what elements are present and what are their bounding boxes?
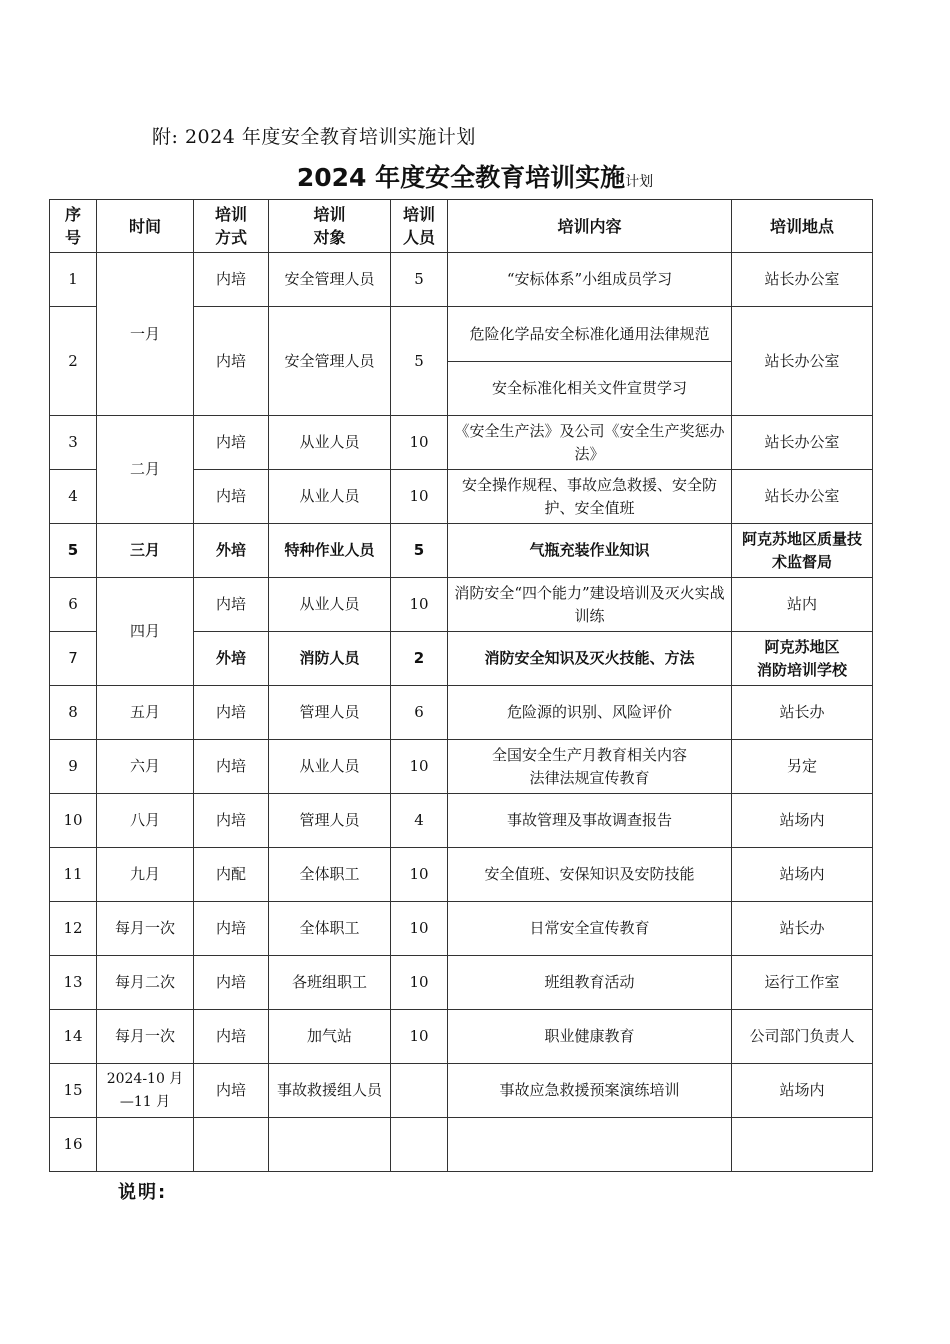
cell-method: 内培 [194, 740, 269, 794]
table-row [50, 848, 873, 902]
cell-no: 5 [50, 524, 97, 578]
cell-place: 阿克苏地区 消防培训学校 [732, 632, 873, 686]
cell-method [194, 1118, 269, 1172]
title-small: 计划 [625, 174, 654, 190]
cell-content: 危险化学品安全标准化通用法律规范 [448, 307, 732, 362]
header-count: 培训 人员 [391, 200, 448, 253]
cell-target: 全体职工 [269, 848, 391, 902]
cell-target: 特种作业人员 [269, 524, 391, 578]
cell-content: 安全操作规程、事故应急救援、安全防护、安全值班 [448, 470, 732, 524]
cell-place: 站长办公室 [732, 416, 873, 470]
cell-content-2: 安全标准化相关文件宣贯学习 [448, 362, 732, 416]
cell-target: 管理人员 [269, 794, 391, 848]
cell-count [391, 1118, 448, 1172]
cell-place: 站长办 [732, 902, 873, 956]
header-content: 培训内容 [448, 200, 732, 253]
table-header-row [50, 200, 873, 253]
cell-month: 每月二次 [97, 956, 194, 1010]
cell-place: 站长办公室 [732, 470, 873, 524]
table-row [50, 1118, 873, 1172]
cell-place: 站场内 [732, 1064, 873, 1118]
cell-target: 事故救援组人员 [269, 1064, 391, 1118]
cell-method: 内培 [194, 902, 269, 956]
cell-count: 10 [391, 416, 448, 470]
cell-method: 内培 [194, 470, 269, 524]
note-label: 说明: [118, 1182, 168, 1203]
cell-month: 二月 [97, 416, 194, 524]
cell-no: 12 [50, 902, 97, 956]
cell-place: 站长办公室 [732, 307, 873, 416]
cell-count: 10 [391, 902, 448, 956]
cell-place: 站内 [732, 578, 873, 632]
cell-count: 10 [391, 740, 448, 794]
cell-count: 5 [391, 524, 448, 578]
cell-method: 内培 [194, 956, 269, 1010]
cell-place: 站场内 [732, 848, 873, 902]
title-main: 2024 年度安全教育培训实施 [296, 163, 626, 192]
cell-target: 加气站 [269, 1010, 391, 1064]
cell-month: 四月 [97, 578, 194, 686]
cell-no: 15 [50, 1064, 97, 1118]
table-row [50, 956, 873, 1010]
cell-method: 内配 [194, 848, 269, 902]
cell-no: 16 [50, 1118, 97, 1172]
cell-no: 7 [50, 632, 97, 686]
cell-content: 《安全生产法》及公司《安全生产奖惩办法》 [448, 416, 732, 470]
table-row [50, 902, 873, 956]
table-row [50, 794, 873, 848]
cell-method: 内培 [194, 1010, 269, 1064]
cell-month: 2024-10 月 —11 月 [97, 1064, 194, 1118]
cell-month: 九月 [97, 848, 194, 902]
attachment-line: 附: 2024 年度安全教育培训实施计划 [152, 126, 476, 148]
cell-count: 5 [391, 307, 448, 416]
cell-no: 11 [50, 848, 97, 902]
cell-count: 10 [391, 578, 448, 632]
cell-no: 8 [50, 686, 97, 740]
cell-month: 六月 [97, 740, 194, 794]
cell-target: 消防人员 [269, 632, 391, 686]
cell-month: 八月 [97, 794, 194, 848]
cell-target: 安全管理人员 [269, 253, 391, 307]
cell-count: 10 [391, 470, 448, 524]
cell-target [269, 1118, 391, 1172]
cell-place: 站长办公室 [732, 253, 873, 307]
cell-count: 2 [391, 632, 448, 686]
table-row [50, 1010, 873, 1064]
cell-no: 2 [50, 307, 97, 416]
cell-target: 安全管理人员 [269, 307, 391, 416]
table-row [50, 253, 873, 307]
table-row [50, 416, 873, 470]
cell-count: 6 [391, 686, 448, 740]
cell-count: 10 [391, 956, 448, 1010]
header-method: 培训 方式 [194, 200, 269, 253]
cell-content: 全国安全生产月教育相关内容 法律法规宣传教育 [448, 740, 732, 794]
cell-place: 运行工作室 [732, 956, 873, 1010]
cell-method: 内培 [194, 253, 269, 307]
cell-method: 外培 [194, 524, 269, 578]
cell-count [391, 1064, 448, 1118]
header-place: 培训地点 [732, 200, 873, 253]
cell-count: 5 [391, 253, 448, 307]
cell-target: 从业人员 [269, 416, 391, 470]
cell-target: 从业人员 [269, 470, 391, 524]
cell-place: 站长办 [732, 686, 873, 740]
cell-place: 另定 [732, 740, 873, 794]
cell-method: 内培 [194, 578, 269, 632]
cell-content: 危险源的识别、风险评价 [448, 686, 732, 740]
cell-month: 每月一次 [97, 1010, 194, 1064]
cell-no: 13 [50, 956, 97, 1010]
cell-target: 管理人员 [269, 686, 391, 740]
cell-no: 10 [50, 794, 97, 848]
cell-content: 事故应急救援预案演练培训 [448, 1064, 732, 1118]
cell-month: 每月一次 [97, 902, 194, 956]
table-row [50, 686, 873, 740]
header-time: 时间 [97, 200, 194, 253]
cell-target: 从业人员 [269, 740, 391, 794]
header-no: 序 号 [50, 200, 97, 253]
cell-month [97, 1118, 194, 1172]
cell-count: 4 [391, 794, 448, 848]
cell-method: 内培 [194, 416, 269, 470]
cell-no: 3 [50, 416, 97, 470]
cell-method: 外培 [194, 632, 269, 686]
cell-no: 14 [50, 1010, 97, 1064]
cell-content: “安标体系”小组成员学习 [448, 253, 732, 307]
cell-month: 五月 [97, 686, 194, 740]
cell-method: 内培 [194, 1064, 269, 1118]
table-row [50, 524, 873, 578]
cell-no: 6 [50, 578, 97, 632]
cell-content [448, 1118, 732, 1172]
table-row [50, 578, 873, 632]
cell-content: 消防安全“四个能力”建设培训及灭火实战训练 [448, 578, 732, 632]
cell-content: 安全值班、安保知识及安防技能 [448, 848, 732, 902]
cell-count: 10 [391, 848, 448, 902]
cell-content: 班组教育活动 [448, 956, 732, 1010]
table-row [50, 1064, 873, 1118]
cell-place: 站场内 [732, 794, 873, 848]
header-target: 培训 对象 [269, 200, 391, 253]
cell-month: 一月 [97, 253, 194, 416]
cell-no: 9 [50, 740, 97, 794]
cell-content: 职业健康教育 [448, 1010, 732, 1064]
cell-month: 三月 [97, 524, 194, 578]
cell-target: 从业人员 [269, 578, 391, 632]
cell-place: 阿克苏地区质量技术监督局 [732, 524, 873, 578]
cell-no: 4 [50, 470, 97, 524]
cell-content: 事故管理及事故调查报告 [448, 794, 732, 848]
cell-method: 内培 [194, 686, 269, 740]
cell-no: 1 [50, 253, 97, 307]
cell-count: 10 [391, 1010, 448, 1064]
cell-place: 公司部门负责人 [732, 1010, 873, 1064]
training-plan-table [49, 199, 873, 1172]
table-row [50, 740, 873, 794]
cell-method: 内培 [194, 794, 269, 848]
cell-content: 日常安全宣传教育 [448, 902, 732, 956]
cell-target: 全体职工 [269, 902, 391, 956]
page-title [0, 158, 950, 194]
cell-content: 消防安全知识及灭火技能、方法 [448, 632, 732, 686]
cell-place [732, 1118, 873, 1172]
cell-target: 各班组职工 [269, 956, 391, 1010]
cell-content: 气瓶充装作业知识 [448, 524, 732, 578]
cell-method: 内培 [194, 307, 269, 416]
